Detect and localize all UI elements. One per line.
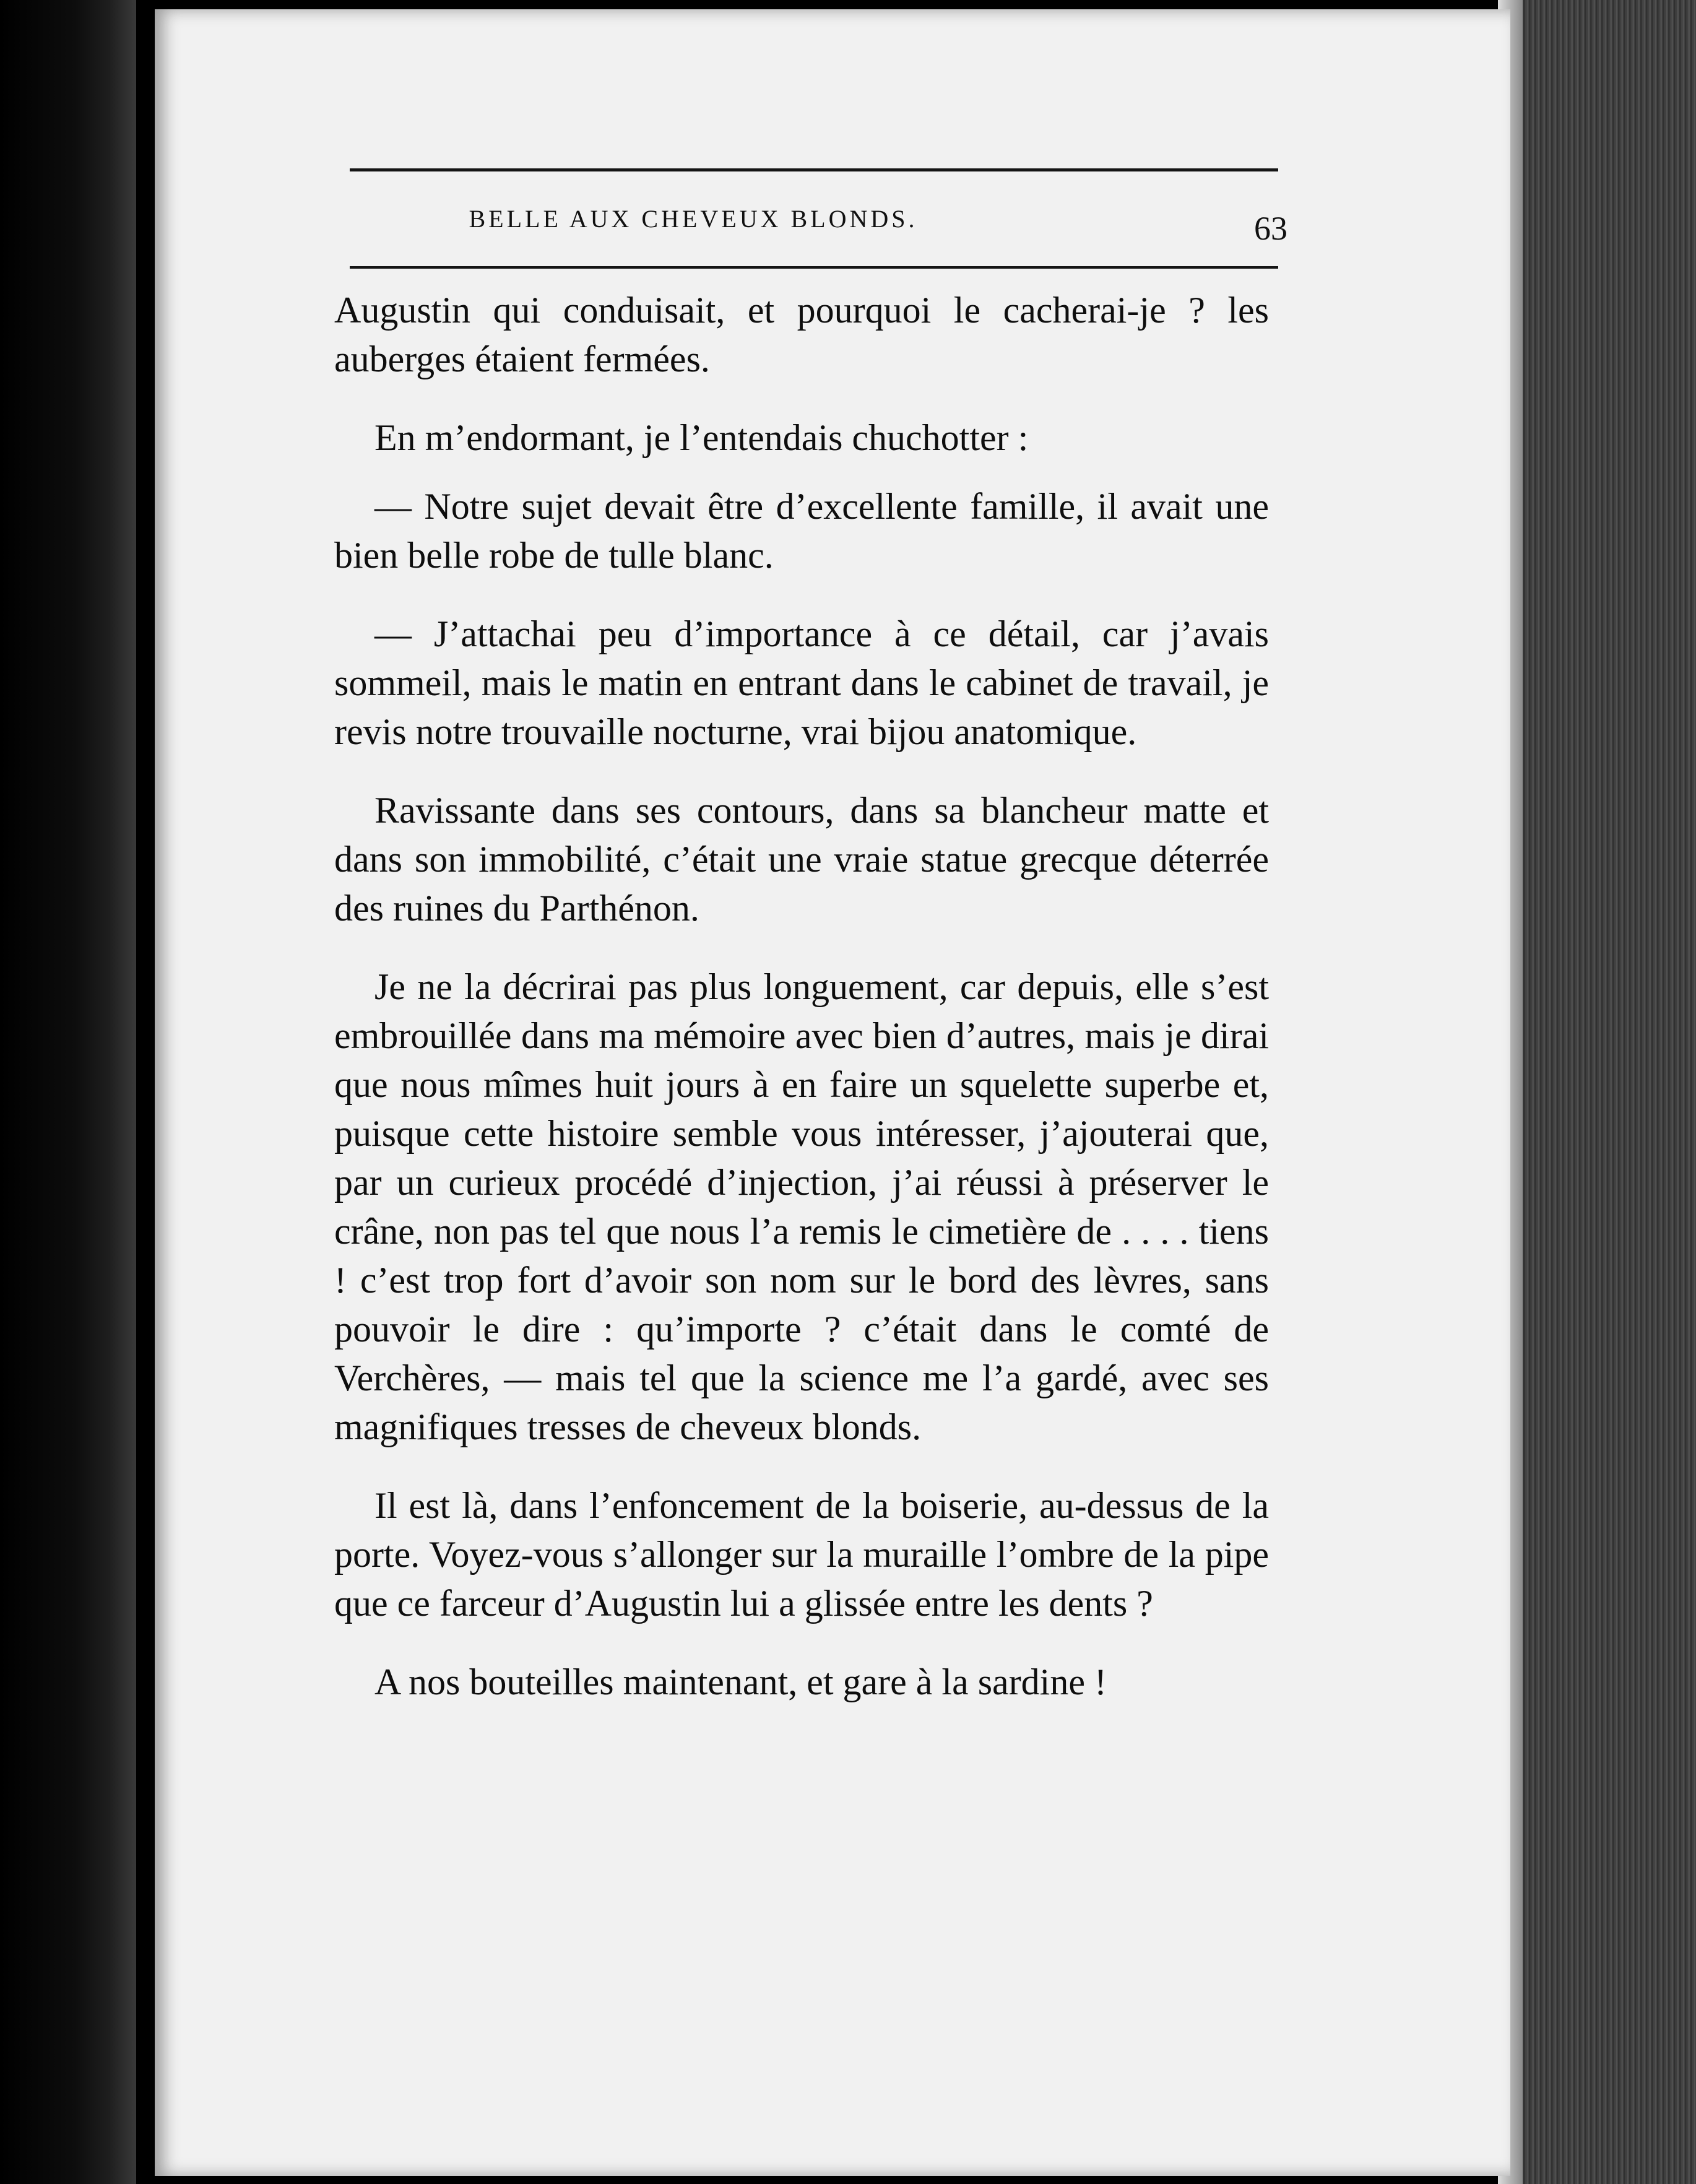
header-rule-top bbox=[350, 168, 1278, 171]
paragraph: Je ne la décrirai pas plus longuement, car depuis, elle s’est embrouillée dans ma mémoire avec bien d’autres, mais je dirai que nous mîmes huit jours à en faire un squelette superbe et, puisque cette histoire semble vous intéresser, j’ajouterai que, par un curieux procédé d’injection, j’ai réussi à préserver le crâne, non pas tel que nous l’a remis le cimetière de . . . . tiens ! c’est trop fort d’avoir son nom sur le bord des lèvres, sans pouvoir le dire : qu’importe ? c’était dans le comté de Verchères, — mais tel que la science me l’a gardé, avec ses magnifiques tresses de cheveux blonds. bbox=[334, 966, 1269, 1447]
header-rule-bottom bbox=[350, 266, 1278, 269]
paragraph: A nos bouteilles maintenant, et gare à la sardine ! bbox=[374, 1662, 1107, 1702]
paragraph: — J’attachai peu d’importance à ce détail, car j’avais sommeil, mais le matin en entrant dans le cabinet de travail, je revis notre trouvaille nocturne, vrai bijou anatomique. bbox=[334, 613, 1269, 752]
paragraph: Il est là, dans l’enfoncement de la boiserie, au-dessus de la porte. Voyez-vous s’allonger sur la muraille l’ombre de la pipe que ce farceur d’Augustin lui a glissée entre les dents ? bbox=[334, 1485, 1269, 1624]
page-number: 63 bbox=[1254, 210, 1287, 247]
paragraph: En m’endormant, je l’entendais chuchotter : bbox=[374, 417, 1029, 458]
running-title: BELLE AUX CHEVEUX BLONDS. bbox=[469, 205, 918, 233]
book-gutter-left bbox=[0, 0, 136, 2184]
paragraph: Augustin qui conduisait, et pourquoi le cacherai-je ? les auberges étaient fermées. bbox=[334, 290, 1269, 379]
body-text bbox=[334, 286, 1269, 1707]
paragraph: — Notre sujet devait être d’excellente famille, il avait une bien belle robe de tulle blanc. bbox=[334, 486, 1269, 576]
book-page-edges-right bbox=[1498, 0, 1696, 2184]
paragraph: Ravissante dans ses contours, dans sa blancheur matte et dans son immobilité, c’était une vraie statue grecque déterrée des ruines du Parthénon. bbox=[334, 790, 1269, 929]
